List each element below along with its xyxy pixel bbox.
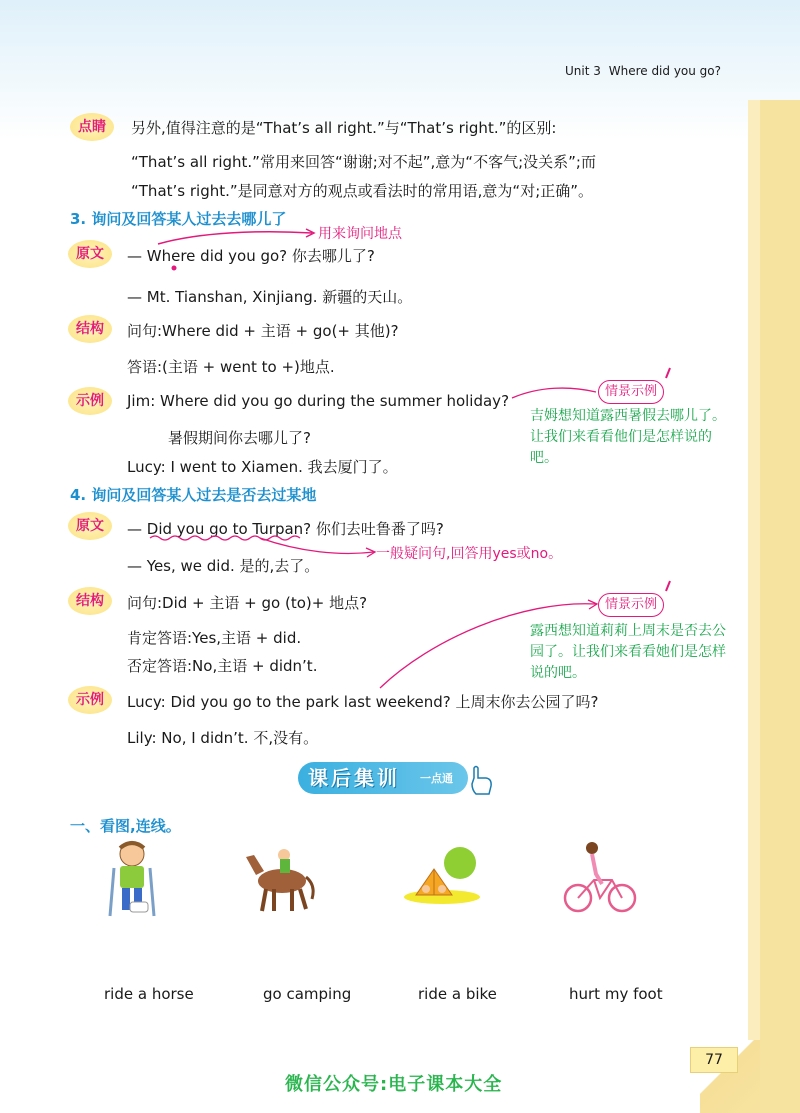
word-hurt-my-foot: hurt my foot: [569, 985, 663, 1003]
word-go-camping: go camping: [263, 985, 352, 1003]
s4-example-2: Lily: No, I didn’t. 不,没有。: [127, 729, 319, 747]
arrow-scene-2: [380, 604, 596, 688]
s3-struct-a: 答语:(主语 + went to +)地点.: [127, 358, 335, 376]
footer-watermark: 微信公众号:电子课本大全: [285, 1074, 503, 1095]
scene-bubble-1: 情景示例: [598, 380, 664, 404]
marker-dot: [172, 266, 177, 271]
scene-note-2: 露西想知道莉莉上周末是否去公园了。让我们来看看她们是怎样说的吧。: [530, 623, 726, 681]
tag-yuanwen-1: 原文: [68, 240, 112, 268]
after-class-banner: [298, 756, 498, 800]
s4-struct-yes: 肯定答语:Yes,主语 + did.: [127, 629, 302, 647]
bubble-flag-1: [666, 368, 670, 378]
section-4-note: 一般疑问句,回答用yes或no。: [376, 546, 563, 562]
s3-question: — Where did you go? 你去哪儿了?: [127, 247, 375, 265]
s3-answer: — Mt. Tianshan, Xinjiang. 新疆的天山。: [127, 288, 413, 306]
banner-subtitle: 一点通: [420, 772, 453, 785]
pointing-hand-icon: [466, 764, 496, 798]
horse-rider-picture: [240, 845, 320, 913]
tag-shili-2: 示例: [68, 686, 112, 714]
banner-title: 课后集训: [308, 766, 400, 790]
s4-question: — Did you go to Turpan? 你们去吐鲁番了吗?: [127, 520, 444, 538]
tip-line-3: “That’s right.”是同意对方的观点或看法时的常用语,意为“对;正确”。: [131, 182, 594, 200]
bubble-flag-2: [666, 581, 670, 591]
s3-example-1: Jim: Where did you go during the summer holiday?: [127, 392, 510, 410]
s4-answer: — Yes, we did. 是的,去了。: [127, 557, 320, 575]
camping-tent-picture: [402, 845, 482, 905]
page-number: 77: [690, 1047, 738, 1073]
section-4-heading: 4. 询问及回答某人过去是否去过某地: [70, 486, 317, 504]
s4-struct-no: 否定答语:No,主语 + didn’t.: [127, 657, 318, 675]
s4-struct-q: 问句:Did + 主语 + go (to)+ 地点?: [127, 594, 368, 612]
girl-on-bike-picture: [562, 840, 638, 918]
tag-yuanwen-2: 原文: [68, 512, 112, 540]
wavy-underline: [150, 536, 300, 540]
tip-line-1: 另外,值得注意的是“That’s all right.”与“That’s right.”的区别:: [131, 119, 557, 137]
arrow-yesno-note: [260, 538, 374, 553]
s3-struct-q: 问句:Where did + 主语 + go(+ 其他)?: [127, 322, 399, 340]
tag-shili-1: 示例: [68, 387, 112, 415]
scene-bubble-2: 情景示例: [598, 593, 664, 617]
scene-note-1: 吉姆想知道露西暑假去哪儿了。让我们来看看他们是怎样说的吧。: [530, 408, 726, 466]
tag-jiegou-1: 结构: [68, 315, 112, 343]
unit-label: Unit 3: [565, 64, 601, 78]
s3-example-2: Lucy: I went to Xiamen. 我去厦门了。: [127, 458, 398, 476]
tag-jiegou-2: 结构: [68, 587, 112, 615]
tag-dianjing: 点睛: [70, 113, 114, 141]
tip-line-2: “That’s all right.”常用来回答“谢谢;对不起”,意为“不客气;没关系”;而: [131, 153, 596, 171]
s4-example-1: Lucy: Did you go to the park last weekend? 上周末你去公园了吗?: [127, 693, 599, 711]
arrow-scene-1: [512, 388, 596, 398]
section-3-heading: 3. 询问及回答某人过去去哪儿了: [70, 210, 287, 228]
word-ride-a-horse: ride a horse: [104, 985, 194, 1003]
exercise-heading: 一、看图,连线。: [70, 817, 181, 835]
unit-title: Where did you go?: [608, 64, 722, 78]
arrow-where-note: [158, 232, 312, 244]
word-ride-a-bike: ride a bike: [418, 985, 497, 1003]
s3-example-1-cn: 暑假期间你去哪儿了?: [168, 429, 311, 447]
section-3-note: 用来询问地点: [318, 226, 402, 242]
hurt-foot-boy-picture: [100, 838, 164, 918]
